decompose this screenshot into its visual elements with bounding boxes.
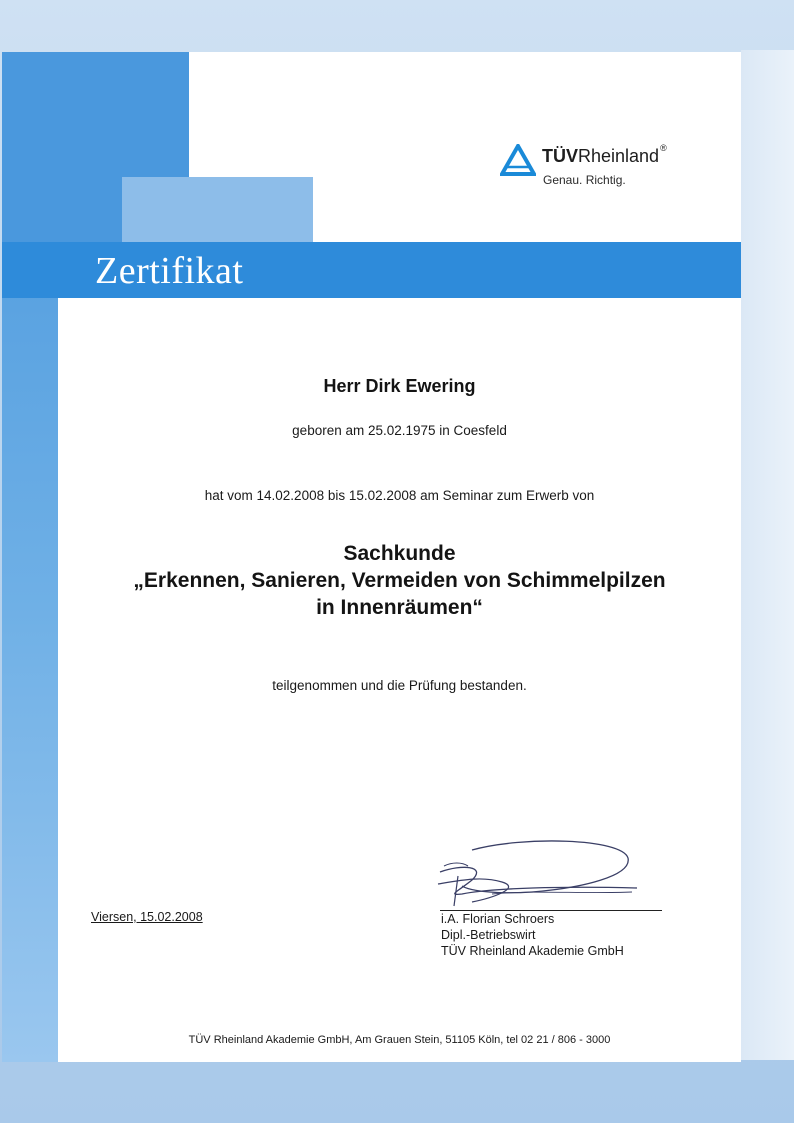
logo-brand-regular: Rheinland bbox=[578, 146, 660, 166]
decorative-block-light bbox=[122, 177, 313, 243]
course-title-line: „Erkennen, Sanieren, Vermeiden von Schimmelpilzen bbox=[133, 569, 666, 592]
footer-address: TÜV Rheinland Akademie GmbH, Am Grauen Stein, 51105 Köln, tel 02 21 / 806 - 3000 bbox=[188, 1034, 611, 1046]
signer-name: i.A. Florian Schroers bbox=[441, 912, 555, 926]
logo-brand-name bbox=[542, 143, 667, 167]
certificate-title: Zertifikat bbox=[95, 250, 244, 292]
place-and-date: Viersen, 15.02.2008 bbox=[91, 910, 203, 924]
logo-tagline: Genau. Richtig. bbox=[543, 173, 626, 187]
signer-organization: TÜV Rheinland Akademie GmbH bbox=[441, 944, 624, 958]
seminar-intro: hat vom 14.02.2008 bis 15.02.2008 am Seminar zum Erwerb von bbox=[204, 488, 595, 503]
course-title-line: Sachkunde bbox=[343, 542, 456, 565]
triangle-logo-icon bbox=[500, 144, 536, 176]
handwritten-signature bbox=[432, 836, 667, 916]
result-line: teilgenommen und die Prüfung bestanden. bbox=[272, 678, 527, 693]
right-margin-strip bbox=[741, 50, 794, 1060]
logo-brand-bold: TÜV bbox=[542, 146, 578, 166]
signer-title: Dipl.-Betriebswirt bbox=[441, 928, 536, 942]
recipient-birth-line: geboren am 25.02.1975 in Coesfeld bbox=[292, 423, 507, 438]
recipient-name: Herr Dirk Ewering bbox=[323, 376, 476, 396]
course-title bbox=[58, 540, 741, 621]
tuv-rheinland-logo bbox=[500, 140, 710, 192]
course-title-line: in Innenräumen“ bbox=[316, 596, 483, 619]
signer-block bbox=[441, 911, 624, 959]
registered-mark: ® bbox=[660, 143, 667, 153]
